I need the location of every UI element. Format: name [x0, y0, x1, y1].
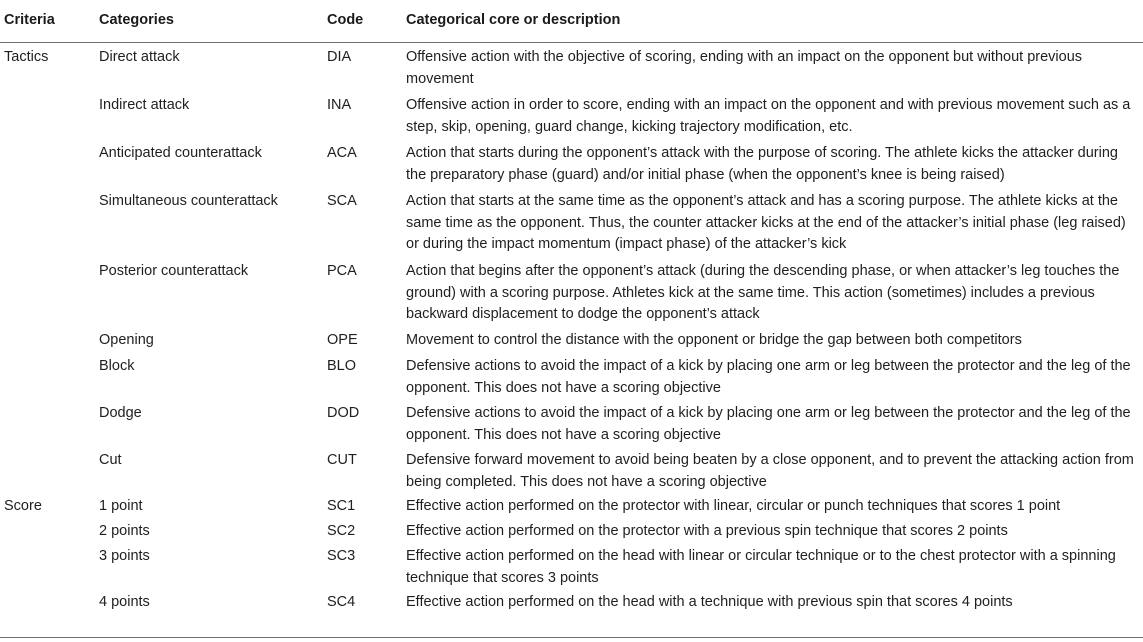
description-cell: Effective action performed on the head with a technique with previous spin that scores 4 points — [406, 594, 1013, 610]
code-cell: SCA — [327, 193, 357, 209]
description-cell: Defensive forward movement to avoid being beaten by a close opponent, and to prevent the attacking action from being completed. This does not have a scoring objective — [406, 452, 1134, 490]
category-cell: 4 points — [99, 594, 150, 610]
table-row — [0, 257, 1143, 326]
code-cell: DIA — [327, 49, 352, 65]
description-cell: Defensive actions to avoid the impact of a kick by placing one arm or leg between the protector and the leg of the opponent. This does not have a scoring objective — [406, 405, 1131, 443]
category-cell: Indirect attack — [99, 97, 190, 113]
category-cell: 3 points — [99, 548, 150, 564]
table-bottom-rule — [0, 637, 1143, 638]
table-row — [0, 399, 1143, 446]
description-cell: Action that starts during the opponent’s attack with the purpose of scoring. The athlete kicks the attacker during the preparatory phase (guard) and/or initial phase (when the opponent’s knee is being raised) — [406, 145, 1118, 183]
code-cell: PCA — [327, 263, 357, 279]
table-header — [0, 0, 1143, 43]
table-row — [0, 187, 1143, 257]
description-cell: Movement to control the distance with the opponent or bridge the gap between both competitors — [406, 332, 1022, 348]
code-cell: DOD — [327, 405, 360, 421]
category-cell: Simultaneous counterattack — [99, 193, 278, 209]
category-cell: Cut — [99, 452, 122, 468]
category-cell: Block — [99, 358, 135, 374]
category-cell: 1 point — [99, 498, 143, 514]
category-cell: Opening — [99, 332, 154, 348]
category-cell: Anticipated counterattack — [99, 145, 262, 161]
table-row — [0, 91, 1143, 139]
table-row — [0, 139, 1143, 187]
table-row — [0, 446, 1143, 492]
code-cell: SC3 — [327, 548, 356, 564]
code-cell: SC4 — [327, 594, 356, 610]
table-row — [0, 492, 1143, 517]
category-cell: Dodge — [99, 405, 142, 421]
code-cell: BLO — [327, 358, 357, 374]
description-cell: Effective action performed on the head with linear or circular technique or to the chest protector with a spinning technique that scores 3 points — [406, 548, 1116, 586]
code-cell: OPE — [327, 332, 358, 348]
description-cell: Offensive action in order to score, ending with an impact on the opponent and with previous movement such as a step, skip, opening, guard change, kicking trajectory modification, etc. — [406, 97, 1131, 135]
code-cell: CUT — [327, 452, 357, 468]
description-cell: Offensive action with the objective of scoring, ending with an impact on the opponent but without previous movement — [406, 49, 1083, 87]
description-cell: Action that begins after the opponent’s attack (during the descending phase, or when attacker’s leg touches the ground) with a scoring purpose. Athletes kick at the same time. This action (sometimes) includes a previous backward displacement to dodge the opponent’s attack — [406, 263, 1120, 322]
code-cell: SC2 — [327, 523, 356, 539]
header-categories: Categories — [99, 12, 174, 28]
category-cell: Direct attack — [99, 49, 180, 65]
code-cell: ACA — [327, 145, 357, 161]
description-cell: Defensive actions to avoid the impact of a kick by placing one arm or leg between the protector and the leg of the opponent. This does not have a scoring objective — [406, 358, 1131, 396]
header-code: Code — [327, 12, 364, 28]
header-criteria: Criteria — [4, 12, 55, 28]
table-row — [0, 43, 1143, 91]
description-cell: Effective action performed on the protector with a previous spin technique that scores 2 points — [406, 523, 1008, 539]
description-cell: Effective action performed on the protector with linear, circular or punch techniques that scores 1 point — [406, 498, 1061, 514]
criteria-cell: Tactics — [4, 49, 49, 65]
code-cell: SC1 — [327, 498, 356, 514]
category-cell: 2 points — [99, 523, 150, 539]
description-cell: Action that starts at the same time as the opponent’s attack and has a scoring purpose. The athlete kicks at the same time as the opponent. Thus, the counter attacker kicks at the end of the attacker’s initial phase (leg raised) or during the impact momentum (impact phase) of the attacker’s kick — [406, 193, 1126, 252]
code-cell: INA — [327, 97, 352, 113]
table-row — [0, 517, 1143, 542]
table-row — [0, 326, 1143, 352]
category-cell: Posterior counterattack — [99, 263, 249, 279]
table-row — [0, 352, 1143, 399]
header-description: Categorical core or description — [406, 12, 621, 28]
table-row — [0, 588, 1143, 617]
table-row — [0, 542, 1143, 588]
criteria-cell: Score — [4, 498, 42, 514]
